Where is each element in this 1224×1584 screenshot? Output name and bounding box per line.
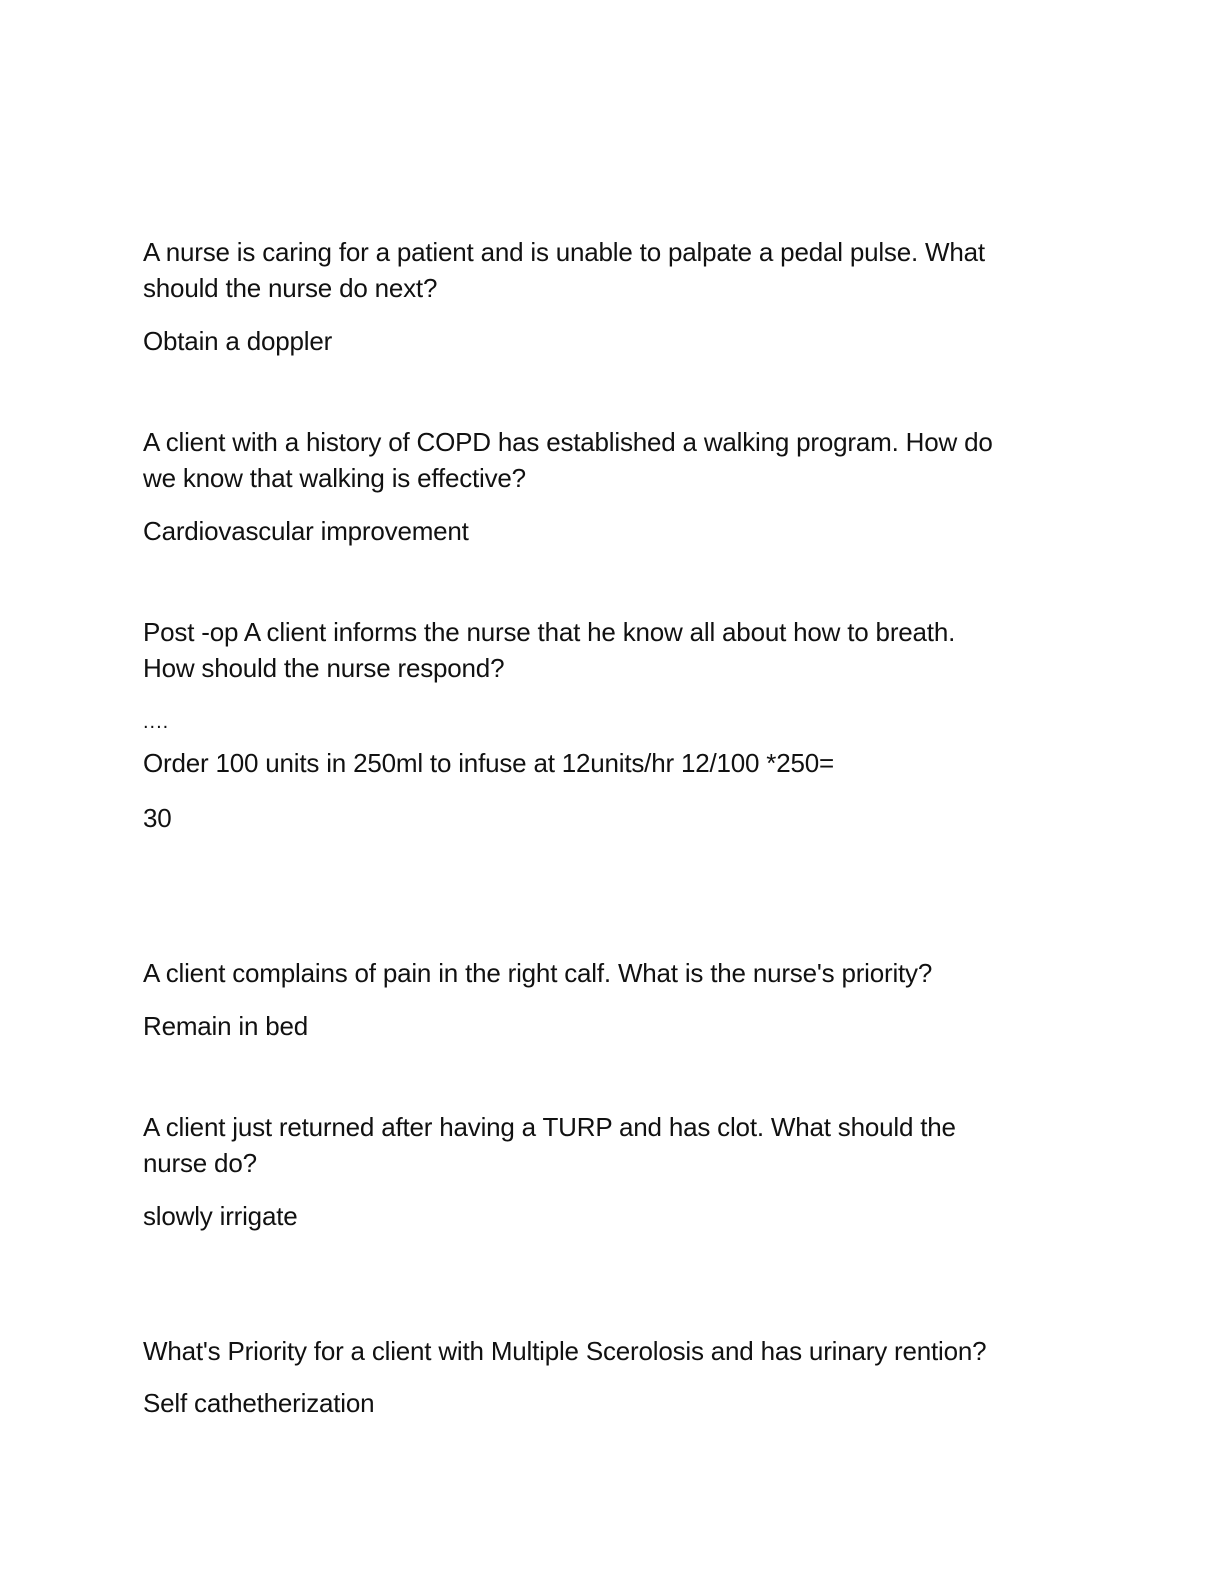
- question-5: A client complains of pain in the right calf. What is the nurse's priority?: [143, 958, 933, 988]
- answer-1: Obtain a doppler: [143, 326, 333, 356]
- answer-6: slowly irrigate: [143, 1201, 298, 1231]
- answer-5: Remain in bed: [143, 1011, 309, 1041]
- question-3-line-2: How should the nurse respond?: [143, 653, 505, 683]
- question-3-line-1: Post -op A client informs the nurse that he know all about how to breath.: [143, 617, 956, 647]
- question-1-line-2: should the nurse do next?: [143, 273, 438, 303]
- question-4: Order 100 units in 250ml to infuse at 12units/hr 12/100 *250=: [143, 748, 834, 778]
- question-7: What's Priority for a client with Multiple Scerolosis and has urinary rention?: [143, 1336, 987, 1366]
- answer-7: Self cathetherization: [143, 1388, 375, 1418]
- answer-3-ellipsis: ....: [143, 711, 170, 733]
- question-2-line-1: A client with a history of COPD has established a walking program. How do: [143, 427, 993, 457]
- answer-4: 30: [143, 803, 172, 833]
- question-2-line-2: we know that walking is effective?: [143, 463, 526, 493]
- question-6-line-2: nurse do?: [143, 1148, 257, 1178]
- question-6-line-1: A client just returned after having a TURP and has clot. What should the: [143, 1112, 956, 1142]
- answer-2: Cardiovascular improvement: [143, 516, 469, 546]
- question-1-line-1: A nurse is caring for a patient and is unable to palpate a pedal pulse. What: [143, 237, 985, 267]
